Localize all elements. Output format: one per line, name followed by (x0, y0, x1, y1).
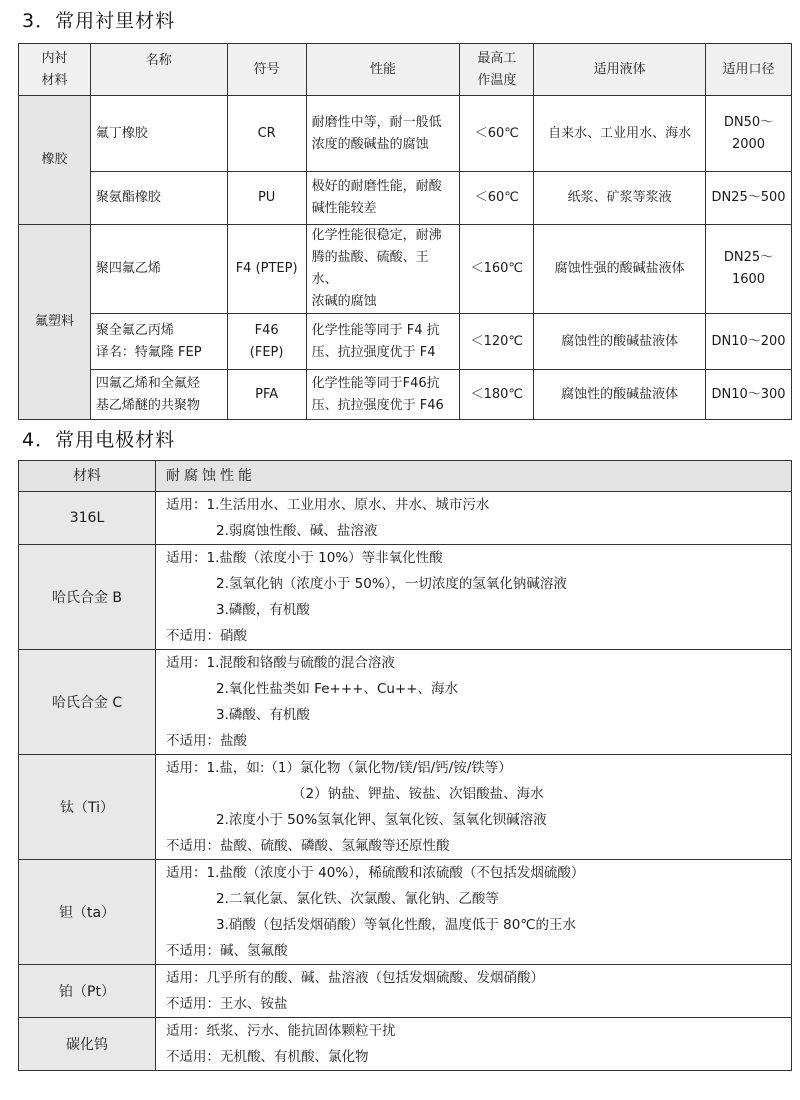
perf-line: 极好的耐磨性能，耐酸 (311, 179, 442, 194)
header-symbol: 符号 (227, 44, 306, 96)
lining-temp: ＜160℃ (460, 225, 534, 314)
name-line: 基乙烯醚的共聚物 (95, 397, 200, 413)
perf-line: 耐磨性中等，耐一般低 (311, 114, 442, 130)
header-performance: 性能 (306, 44, 460, 96)
lining-symbol (227, 314, 306, 370)
table-row (19, 965, 792, 1018)
header-temp-l2: 作温度 (477, 72, 517, 88)
table-row (19, 755, 792, 860)
electrode-property (156, 492, 792, 545)
perf-line: 腾的盐酸、硫酸、王水、 (311, 250, 429, 287)
electrode-material: 铂（Pt） (19, 965, 156, 1018)
table-row (19, 545, 792, 650)
lining-diameter: DN25～500 (706, 172, 792, 225)
property-line: 不适用：盐酸 (166, 733, 247, 749)
section-3-heading: 3．常用衬里材料 (22, 10, 176, 32)
perf-line: 压、抗拉强度优于 F4 (311, 344, 436, 360)
group-fluoroplastic: 氟塑料 (19, 225, 91, 420)
electrode-material: 钽（ta） (19, 860, 156, 965)
electrode-material: 钛（Ti） (19, 755, 156, 860)
table-row (19, 172, 792, 225)
lining-temp: ＜120℃ (460, 314, 534, 370)
lining-performance (306, 172, 460, 225)
property-line: 不适用：碱、氢氟酸 (166, 943, 288, 959)
electrode-materials-table (18, 460, 792, 1071)
perf-line: 化学性能等同于F46抗 (311, 375, 440, 391)
lining-diameter: DN10～300 (706, 370, 792, 420)
lining-temp: ＜180℃ (460, 370, 534, 420)
property-line: 适用：1.盐酸（浓度小于 10%）等非氧化性酸 (166, 550, 443, 566)
property-line: 3.磷酸，有机酸 (216, 602, 310, 618)
property-line: 适用：1.盐酸（浓度小于 40%），稀硫酸和浓硫酸（不包括发烟硫酸） (166, 865, 585, 881)
perf-line: 化学性能很稳定，耐沸 (311, 228, 442, 243)
header-fluid: 适用液体 (534, 44, 706, 96)
electrode-material: 碳化钨 (19, 1018, 156, 1071)
property-line: 适用：1.盐，如:（1）氯化物（氯化物/镁/铝/钙/铵/铁等） (166, 760, 512, 776)
property-line: 2.浓度小于 50%氢氧化钾、氢氧化铵、氢氧化钡碱溶液 (216, 812, 547, 828)
lining-diameter: DN50～2000 (706, 96, 792, 172)
lining-performance (306, 96, 460, 172)
symbol-line: (FEP) (249, 344, 284, 360)
lining-name (90, 314, 227, 370)
lining-name: 氟丁橡胶 (90, 96, 227, 172)
perf-line: 化学性能等同于 F4 抗 (311, 322, 440, 338)
table-row (19, 650, 792, 755)
table-row (19, 860, 792, 965)
electrode-material: 哈氏合金 C (19, 650, 156, 755)
table-row (19, 492, 792, 545)
lining-fluid: 自来水、工业用水、海水 (534, 96, 706, 172)
header-temp-l1: 最高工 (477, 50, 517, 66)
property-line: 2.二氧化氯、氯化铁、次氯酸、氰化钠、乙酸等 (216, 891, 499, 907)
header-lining (19, 44, 91, 96)
property-line: 不适用：硝酸 (166, 628, 247, 644)
electrode-material: 哈氏合金 B (19, 545, 156, 650)
lining-performance (306, 225, 460, 314)
lining-temp: ＜60℃ (460, 172, 534, 225)
electrode-material: 316L (19, 492, 156, 545)
table-row (19, 96, 792, 172)
lining-name: 聚氨酯橡胶 (90, 172, 227, 225)
electrode-property (156, 650, 792, 755)
lining-fluid: 纸浆、矿浆等浆液 (534, 172, 706, 225)
group-rubber: 橡胶 (19, 96, 91, 225)
table-row (19, 314, 792, 370)
lining-symbol: F4 (PTEP) (227, 225, 306, 314)
electrode-property (156, 1018, 792, 1071)
perf-line: 压、抗拉强度优于 F46 (311, 397, 444, 413)
perf-line: 浓碱的腐蚀 (311, 294, 377, 309)
property-line: 3.硝酸（包括发烟硝酸）等氧化性酸，温度低于 80℃的王水 (216, 917, 577, 933)
property-line: 不适用：盐酸、硫酸、磷酸、氢氟酸等还原性酸 (166, 838, 450, 854)
property-line: 不适用：王水、铵盐 (166, 996, 288, 1012)
lining-performance (306, 314, 460, 370)
table-row (19, 370, 792, 420)
name-line: 聚全氟乙丙烯 (95, 322, 174, 338)
header-temp (460, 44, 534, 96)
property-line: 2.氢氧化钠（浓度小于 50%），一切浓度的氢氧化钠碱溶液 (216, 576, 567, 592)
lining-diameter: DN10～200 (706, 314, 792, 370)
lining-temp: ＜60℃ (460, 96, 534, 172)
header-lining-l1: 内衬 (41, 50, 68, 66)
lining-symbol: PU (227, 172, 306, 225)
lining-diameter: DN25～1600 (706, 225, 792, 314)
header-name: 名称 (90, 44, 227, 96)
lining-name: 聚四氟乙烯 (90, 225, 227, 314)
electrode-property (156, 545, 792, 650)
property-line: 3.磷酸、有机酸 (216, 707, 310, 723)
perf-line: 浓度的酸碱盐的腐蚀 (311, 136, 429, 152)
table-header-row (19, 461, 792, 492)
property-line: 适用：纸浆、污水、能抗固体颗粒干扰 (166, 1023, 396, 1039)
lining-fluid: 腐蚀性的酸碱盐液体 (534, 314, 706, 370)
section-4-heading: 4．常用电极材料 (22, 429, 176, 451)
lining-fluid: 腐蚀性强的酸碱盐液体 (534, 225, 706, 314)
table-row (19, 225, 792, 314)
property-line: 适用：1.生活用水、工业用水、原水、井水、城市污水 (166, 497, 490, 513)
property-line: 适用：1.混酸和铬酸与硫酸的混合溶液 (166, 655, 395, 671)
name-line: 译名：特氟隆 FEP (95, 344, 202, 360)
header-lining-l2: 材料 (41, 72, 68, 88)
name-line: 四氟乙烯和全氟烃 (95, 375, 200, 391)
header-property: 耐腐蚀性能 (156, 461, 792, 492)
electrode-property (156, 860, 792, 965)
table-header-row (19, 44, 792, 96)
lining-symbol: CR (227, 96, 306, 172)
property-line: （2）钠盐、钾盐、铵盐、次铝酸盐、海水 (292, 786, 544, 802)
property-line: 2.氧化性盐类如 Fe+++、Cu++、海水 (216, 681, 459, 697)
property-line: 不适用：无机酸、有机酸、氯化物 (166, 1049, 369, 1065)
table-row (19, 1018, 792, 1071)
lining-performance (306, 370, 460, 420)
property-line: 适用：几乎所有的酸、碱、盐溶液（包括发烟硫酸、发烟硝酸） (166, 970, 544, 986)
perf-line: 碱性能较差 (311, 201, 377, 216)
lining-symbol: PFA (227, 370, 306, 420)
electrode-property (156, 755, 792, 860)
electrode-property (156, 965, 792, 1018)
lining-fluid: 腐蚀性的酸碱盐液体 (534, 370, 706, 420)
symbol-line: F46 (254, 322, 279, 338)
lining-name (90, 370, 227, 420)
lining-materials-table (18, 43, 792, 420)
property-line: 2.弱腐蚀性酸、碱、盐溶液 (216, 523, 378, 539)
header-diameter: 适用口径 (706, 44, 792, 96)
header-material: 材料 (19, 461, 156, 492)
